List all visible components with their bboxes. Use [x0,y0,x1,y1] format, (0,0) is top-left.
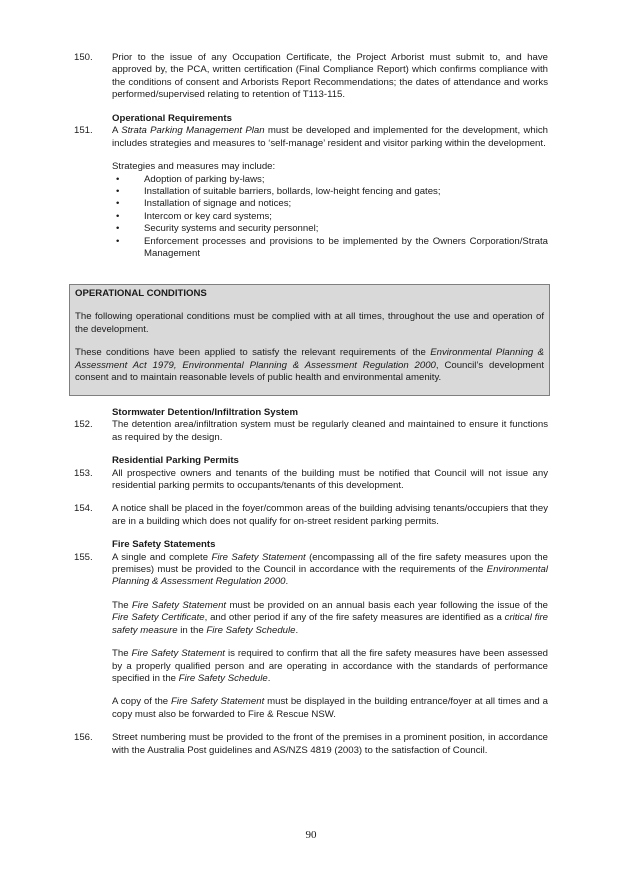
condition-text: Prior to the issue of any Occupation Certificate, the Project Arborist must submit to, and have approved by, the PCA, written certification (Final Compliance Report) which confirms compliance with the conditions of consent and Arborists Report Recommendations; the dates of attendance and works performed/supervised relating to retention of T113-115. [112,52,548,101]
box-paragraph: These conditions have been applied to satisfy the relevant requirements of the Environmental Planning & Assessment Act 1979, Environmental Planning & Assessment Regulation 2000, Council’s development consent and to maintain reasonable levels of public health and environmental amenity. [75,347,544,384]
page-number: 90 [305,829,317,841]
condition-156 [76,732,548,757]
conditions-152-156 [76,407,548,757]
condition-number: 156. [74,732,93,744]
condition-text: All prospective owners and tenants of the building must be notified that Council will not issue any residential parking permits to occupants/tenants of this development. [112,467,548,492]
condition-number: 151. [74,125,93,137]
section-heading: Residential Parking Permits [112,455,239,467]
condition-number: 154. [74,503,93,515]
box-title: OPERATIONAL CONDITIONS [75,288,207,299]
section-heading: Fire Safety Statements [112,539,216,551]
condition-text: A single and complete Fire Safety Statement (encompassing all of the fire safety measures upon the premises) must be provided to the Council in accordance with the requirements of the Environmental Planning & Assessment Regulation 2000. [112,551,548,588]
condition-153 [76,468,548,493]
strategies-intro: Strategies and measures may include: [112,161,276,173]
list-item: • Enforcement processes and provisions to be implemented by the Owners Corporation/Strata Management [116,235,548,260]
condition-text: A Strata Parking Management Plan must be developed and implemented for the development, which includes strategies and measures to ‘self-manage’ resident and visitor parking within the development. [112,125,548,149]
condition-number: 150. [74,52,93,63]
condition-number: 155. [74,551,93,563]
condition-text: The Fire Safety Statement must be provided on an annual basis each year following the issue of the Fire Safety Certificate, and other period if any of the fire safety measures are identified as a critical fire safety measure in the Fire Safety Schedule. [112,599,548,636]
condition-text: Street numbering must be provided to the front of the premises in a prominent position, in accordance with the Australia Post guidelines and AS/NZS 4819 (2003) to the satisfaction of Council. [112,732,548,756]
condition-152 [76,419,548,444]
condition-150 [76,52,548,102]
list-item: • Adoption of parking by-laws; [116,173,265,185]
condition-number: 153. [74,467,93,479]
section-heading: Operational Requirements [112,113,232,124]
list-item: • Installation of signage and notices; [116,198,292,210]
list-item: • Installation of suitable barriers, bollards, low-height fencing and gates; [116,186,441,198]
list-item: • Intercom or key card systems; [116,210,272,222]
condition-text: A copy of the Fire Safety Statement must be displayed in the building entrance/foyer at all times and a copy must also be forwarded to Fire & Rescue NSW. [112,696,548,720]
section-heading: Stormwater Detention/Infiltration System [112,407,299,418]
condition-154 [76,503,548,528]
condition-text: A notice shall be placed in the foyer/common areas of the building advising tenants/occupiers that they are in a building which does not qualify for on-street resident parking permits. [112,503,548,527]
box-paragraph: The following operational conditions must be complied with at all times, throughout the use and operation of the development. [75,311,544,335]
operational-requirements-section [76,113,548,260]
list-item: • Security systems and security personnel; [116,223,319,235]
condition-text: The detention area/infiltration system must be regularly cleaned and maintained to ensure it functions as required by the design. [112,419,548,443]
strategies-list [112,174,548,261]
operational-conditions-box [69,284,550,396]
condition-text: The Fire Safety Statement is required to confirm that all the fire safety measures have been assessed by a properly qualified person and are operating in accordance with the standards of performance specified in the Fire Safety Schedule. [112,648,549,684]
condition-number: 152. [74,419,93,431]
condition-155 [76,552,548,589]
